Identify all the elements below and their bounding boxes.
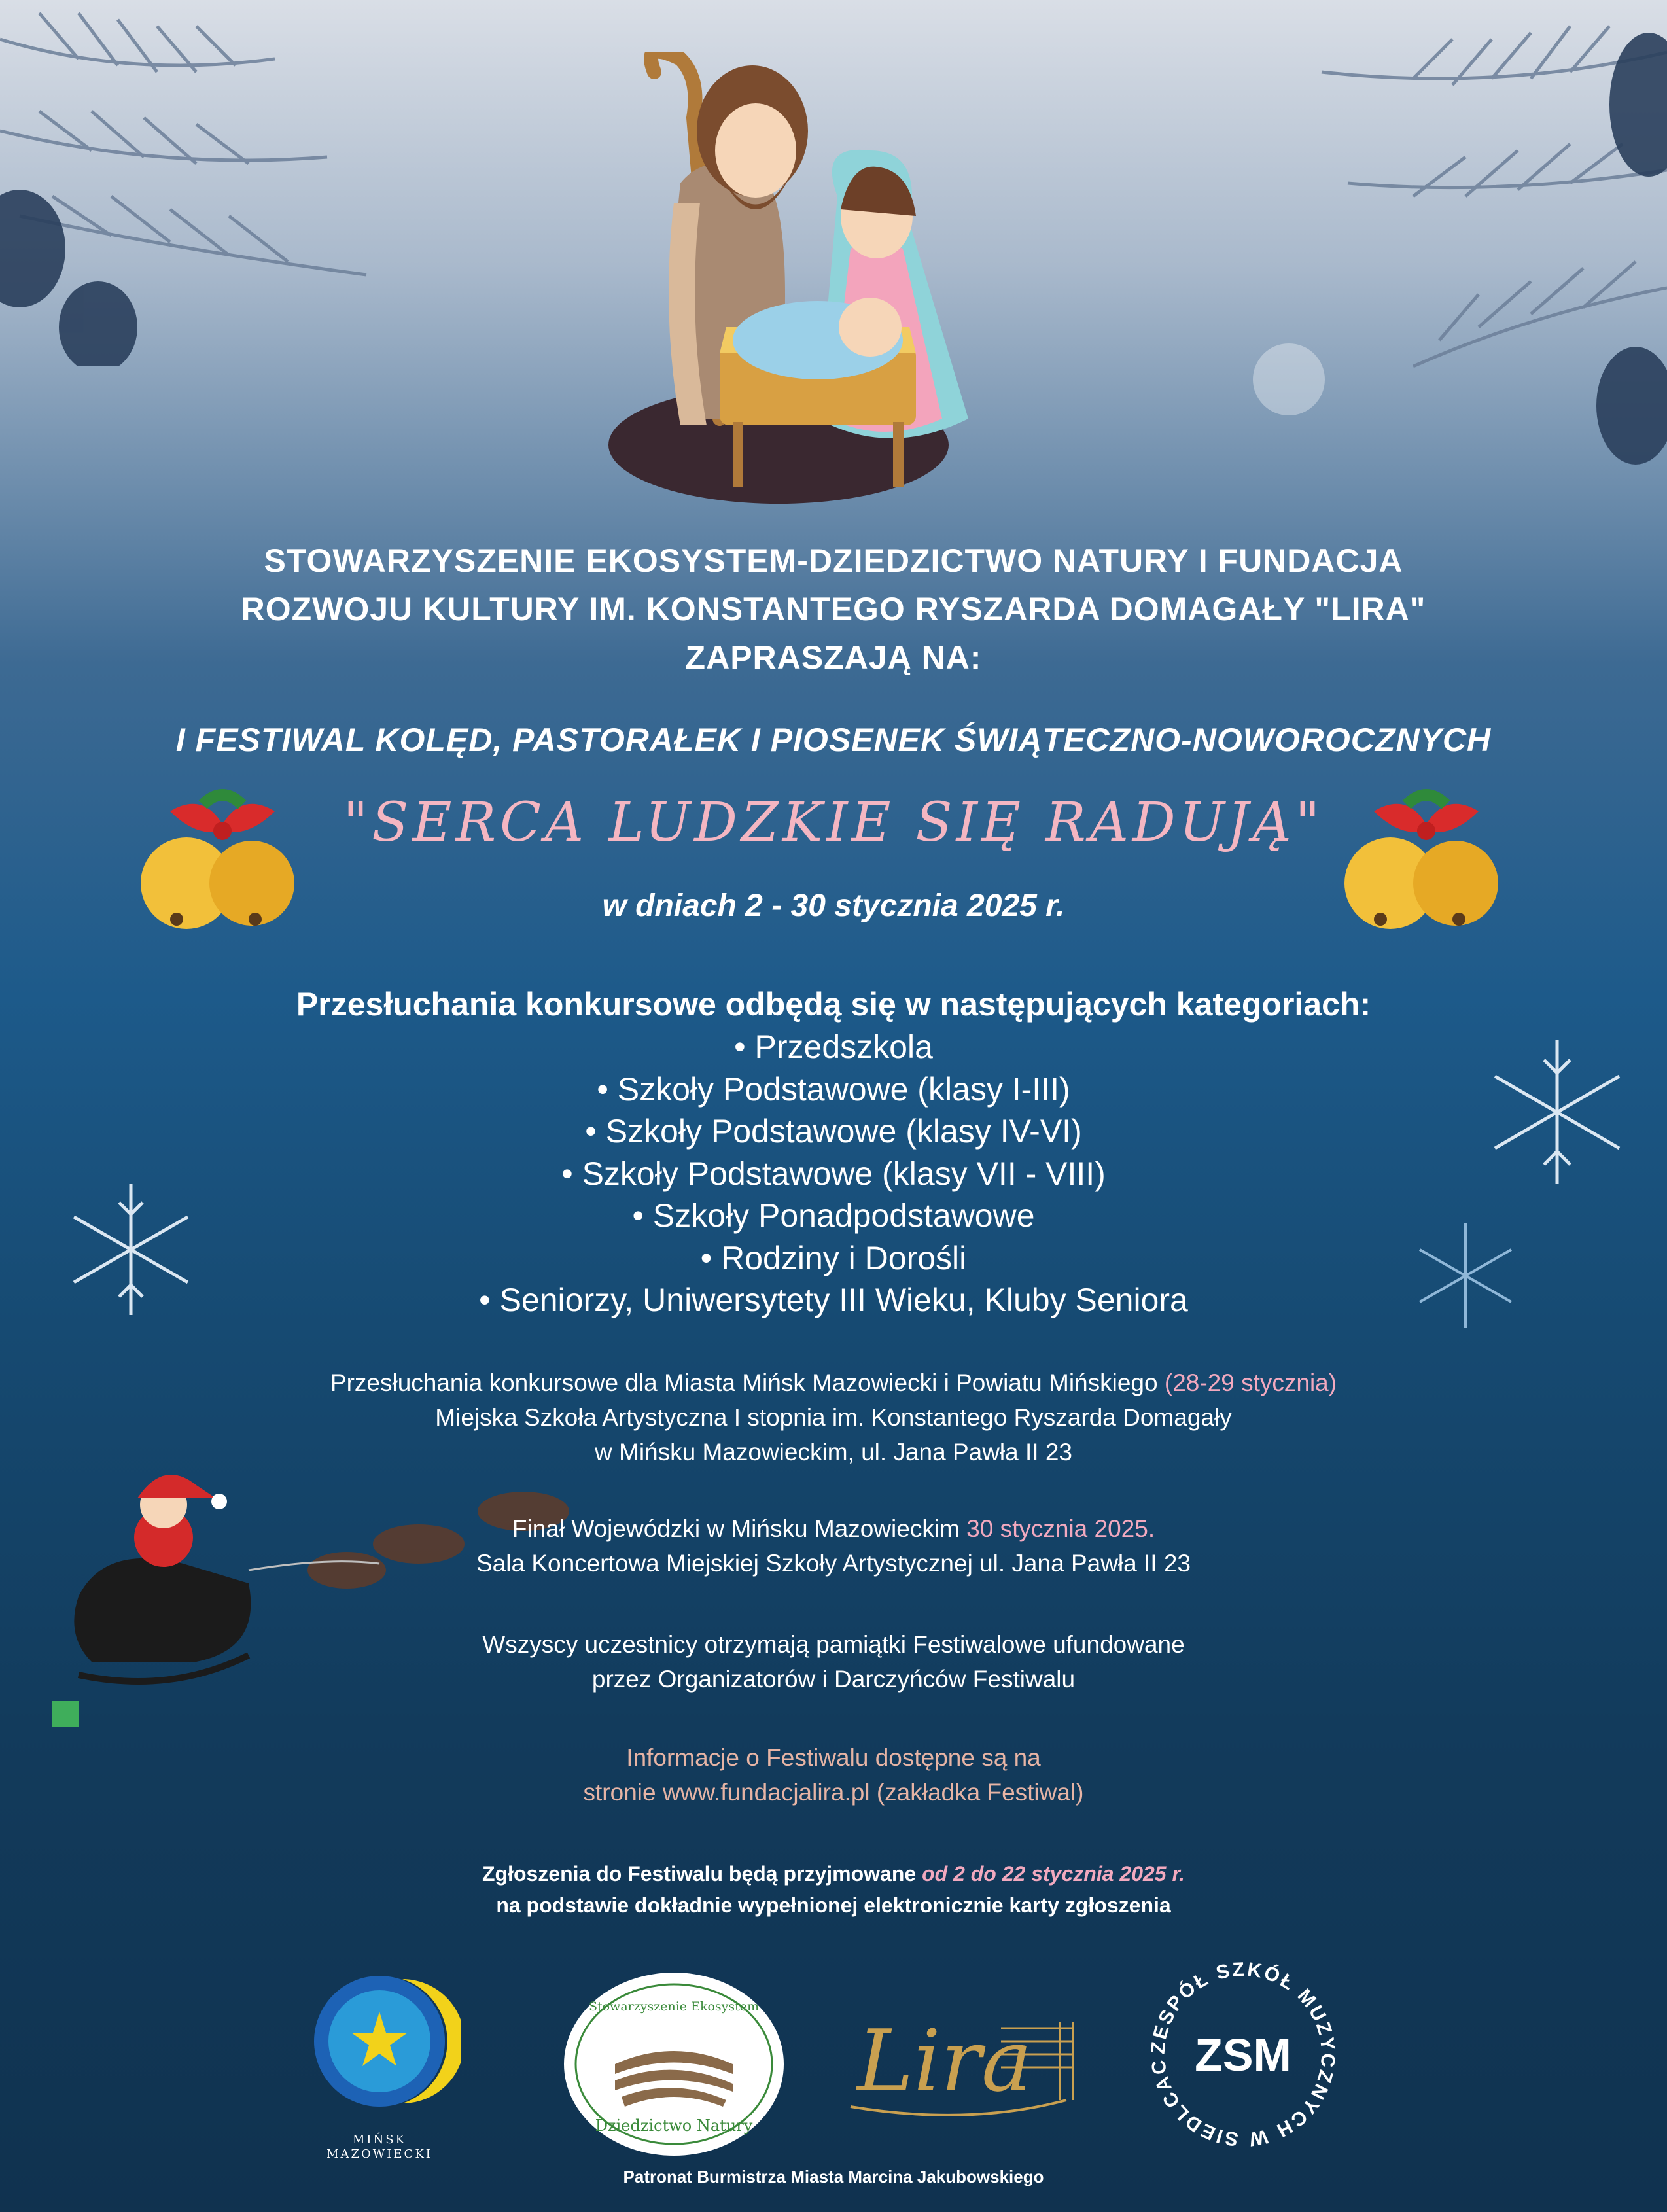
- final-line-2: Sala Koncertowa Miejskiej Szkoły Artystycznej ul. Jana Pawła II 23: [476, 1550, 1191, 1577]
- gifts-line-1: Wszyscy uczestnicy otrzymają pamiątki Festiwalowe ufundowane: [482, 1631, 1185, 1658]
- final-date: 30 stycznia 2025.: [966, 1515, 1155, 1542]
- ekosystem-logo: [559, 1966, 788, 2162]
- registration-dates: od 2 do 22 stycznia 2025 r.: [922, 1862, 1185, 1886]
- heading-line-2: ROZWOJU KULTURY IM. KONSTANTEGO RYSZARDA DOMAGAŁY "LIRA": [241, 591, 1426, 627]
- category-item: • Szkoły Podstawowe (klasy IV-VI): [0, 1110, 1667, 1153]
- website-line-1: Informacje o Festiwalu dostępne są na: [626, 1744, 1041, 1771]
- auditions-line-1: Przesłuchania konkursowe dla Miasta Mińsk Mazowiecki i Powiatu Mińskiego: [330, 1369, 1158, 1396]
- lira-logo-text: Lira: [857, 2011, 1032, 2111]
- categories-list: [0, 1026, 1667, 1322]
- heading-line-1: STOWARZYSZENIE EKOSYSTEM-DZIEDZICTWO NATURY I FUNDACJA: [264, 542, 1403, 579]
- minsk-mazowiecki-logo: [298, 1959, 461, 2162]
- final-line-1: Finał Wojewódzki w Mińsku Mazowieckim: [512, 1515, 960, 1542]
- festival-title: I FESTIWAL KOLĘD, PASTORAŁEK I PIOSENEK ŚWIĄTECZNO-NOWOROCZNYCH: [175, 722, 1492, 758]
- auditions-line-2: Miejska Szkoła Artystyczna I stopnia im. Konstantego Ryszarda Domagały: [435, 1404, 1232, 1431]
- minsk-logo-line-1: MIŃSK: [352, 2133, 407, 2147]
- zsm-mark-text: ZSM: [1195, 2029, 1291, 2080]
- minsk-logo-line-2: MAZOWIECKI: [326, 2147, 432, 2161]
- category-item: • Szkoły Podstawowe (klasy I-III): [0, 1068, 1667, 1111]
- patronat-footer: Patronat Burmistrza Miasta Marcina Jakubowskiego: [623, 2167, 1044, 2186]
- lira-emblem-icon: [844, 1976, 1086, 2146]
- final-info: [0, 1511, 1667, 1581]
- pine-branch-right-illustration: [1073, 0, 1667, 471]
- ekosystem-top-text: Stowarzyszenie Ekosystem: [588, 1999, 760, 2014]
- heading-line-3: ZAPRASZAJĄ NA:: [685, 639, 982, 676]
- zsm-ring-text: ZESPÓŁ SZKÓŁ MUZYCZNYCH W SIEDLCAC: [1147, 1958, 1339, 2151]
- category-item: • Szkoły Ponadpodstawowe: [0, 1195, 1667, 1237]
- pine-branch-left-illustration: [0, 0, 471, 366]
- auditions-line-3: w Mińsku Mazowieckim, ul. Jana Pawła II 23: [595, 1439, 1072, 1466]
- categories-heading: Przesłuchania konkursowe odbędą się w następujących kategoriach:: [296, 986, 1371, 1023]
- nativity-illustration: [602, 52, 1060, 510]
- website-line-2[interactable]: stronie www.fundacjalira.pl (zakładka Festiwal): [583, 1779, 1084, 1806]
- gifts-info: [0, 1627, 1667, 1696]
- registration-line-1: Zgłoszenia do Festiwalu będą przyjmowane: [482, 1862, 917, 1886]
- gifts-line-2: przez Organizatorów i Darczyńców Festiwalu: [591, 1666, 1076, 1693]
- auditions-dates: (28-29 stycznia): [1164, 1369, 1337, 1396]
- festival-motto: "SERCA LUDZKIE SIĘ RADUJĄ": [343, 792, 1324, 854]
- minsk-emblem-icon: [298, 1959, 461, 2123]
- auditions-info: [0, 1365, 1667, 1469]
- zsm-emblem-icon: [1142, 1953, 1344, 2156]
- organizers-heading: [0, 536, 1667, 682]
- website-info: [0, 1740, 1667, 1810]
- registration-info: [0, 1858, 1667, 1921]
- lira-logo: [844, 1976, 1086, 2146]
- registration-line-2: na podstawie dokładnie wypełnionej elektronicznie karty zgłoszenia: [496, 1893, 1171, 1917]
- category-item: • Przedszkola: [0, 1026, 1667, 1068]
- ekosystem-emblem-icon: [559, 1966, 788, 2162]
- category-item: • Szkoły Podstawowe (klasy VII - VIII): [0, 1153, 1667, 1195]
- category-item: • Seniorzy, Uniwersytety III Wieku, Kluby Seniora: [0, 1279, 1667, 1322]
- category-item: • Rodziny i Dorośli: [0, 1237, 1667, 1280]
- zsm-siedlce-logo: [1142, 1953, 1344, 2156]
- ekosystem-bottom-text: Dziedzictwo Natury: [595, 2116, 753, 2135]
- festival-dates: w dniach 2 - 30 stycznia 2025 r.: [602, 888, 1065, 923]
